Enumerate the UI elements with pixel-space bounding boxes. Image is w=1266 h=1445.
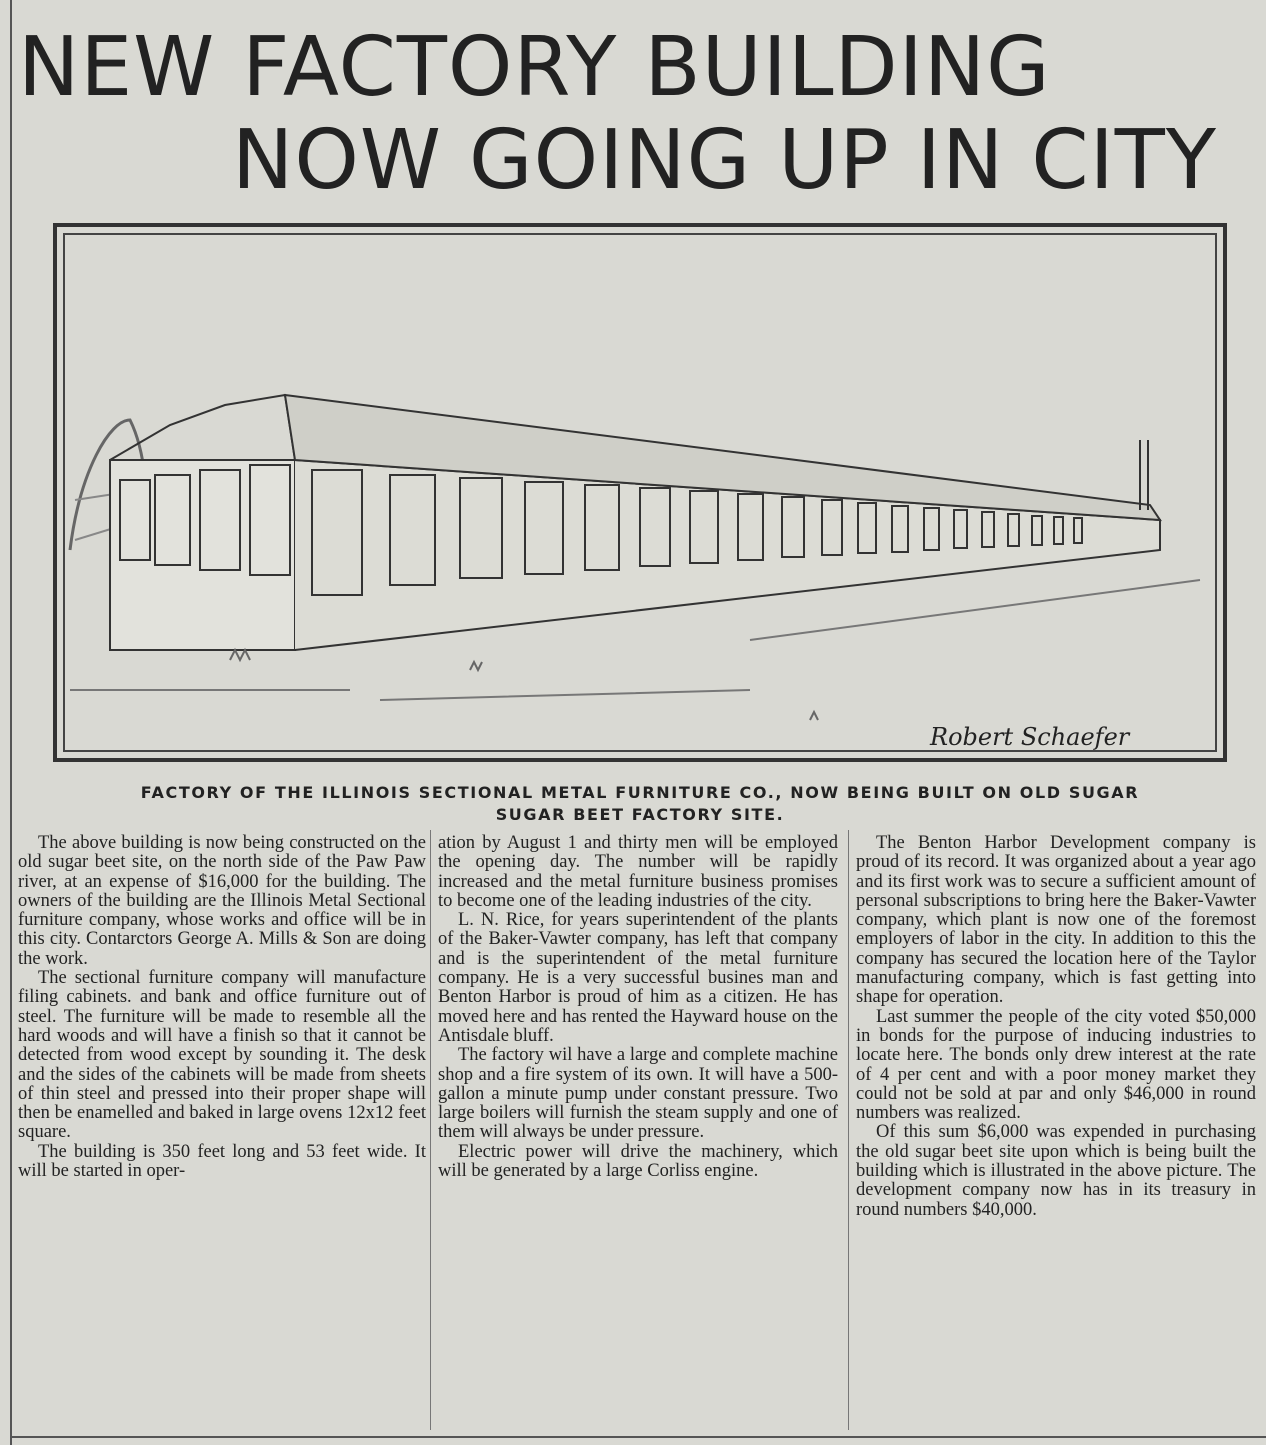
illustration-signature: Robert Schaefer: [930, 723, 1130, 751]
paragraph: ation by August 1 and thirty men will be employed the opening day. The number will be rapidly increased and the metal furniture business promises to become one of the leading industries of the city.: [438, 833, 838, 911]
article-column-1: [18, 834, 426, 1181]
bottom-rule: [10, 1436, 1266, 1438]
caption-line-2: SUGAR BEET FACTORY SITE.: [495, 805, 785, 824]
paragraph: The factory wil have a large and complete machine shop and a fire system of its own. It will have a 500-gallon a minute pump under constant pressure. Two large boilers will furnish the steam supply and one of them will always be under pressure.: [438, 1045, 838, 1143]
headline-line-2: NOW GOING UP IN CITY: [232, 113, 1217, 208]
article-column-2: [438, 834, 838, 1181]
paragraph: L. N. Rice, for years superintendent of the plants of the Baker-Vawter company, has left that company and is the superintendent of the metal furniture company. He is a very successful busines man and Benton Harbor is proud of him as a citizen. He has moved here and has rented the Hayward house on the Antisdale bluff.: [438, 910, 838, 1046]
paragraph: Electric power will drive the machinery, which will be generated by a large Corliss engine.: [438, 1141, 838, 1182]
paragraph: The above building is now being constructed on the old sugar beet site, on the north side of the Paw Paw river, at an expense of $16,000 for the building. The owners of the building are the Illinois Metal Sectional furniture company, whose works and office will be in this city. Contarctors George A. Mills & Son are doing the work.: [18, 833, 426, 969]
paragraph: Of this sum $6,000 was expended in purchasing the old sugar beet site upon which is being built the building which is illustrated in the above picture. The development company now has in its treasury in round numbers $40,000.: [856, 1122, 1256, 1220]
headline-line-1: NEW FACTORY BUILDING: [18, 20, 1051, 115]
illustration-caption: [30, 782, 1250, 826]
paragraph: The Benton Harbor Development company is proud of its record. It was organized about a year ago and its first work was to secure a sufficient amount of personal subscriptions to bring here the Baker-Vawter company, which plant is now one of the foremost employers of labor in the city. In addition to this the company has secured the location here of the Taylor manufacturing company, which is fast getting into shape for operation.: [856, 833, 1256, 1008]
paragraph: The sectional furniture company will manufacture filing cabinets. and bank and office furniture out of steel. The furniture will be made to resemble all the hard woods and will have a finish so that it cannot be detected from wood except by sounding it. The desk and the sides of the cabinets will be made from sheets of thin steel and pressed into their proper shape will then be enamelled and baked in large ovens 12x12 feet square.: [18, 968, 426, 1143]
factory-drawing-icon: [70, 395, 1200, 720]
caption-line-1: FACTORY OF THE ILLINOIS SECTIONAL METAL FURNITURE CO., NOW BEING BUILT ON OLD SUGAR: [140, 783, 1140, 802]
left-column-rule: [10, 0, 12, 1445]
column-divider: [430, 830, 431, 1430]
paragraph: Last summer the people of the city voted $50,000 in bonds for the purpose of inducing industries to locate here. The bonds only drew interest at the rate of 4 per cent and with a poor money market they could not be sold at par and only $46,000 in round numbers was realized.: [856, 1006, 1256, 1124]
factory-illustration: [50, 220, 1230, 765]
article-column-3: [856, 834, 1256, 1220]
paragraph: The building is 350 feet long and 53 feet wide. It will be started in oper-: [18, 1141, 426, 1182]
column-divider: [848, 830, 849, 1430]
